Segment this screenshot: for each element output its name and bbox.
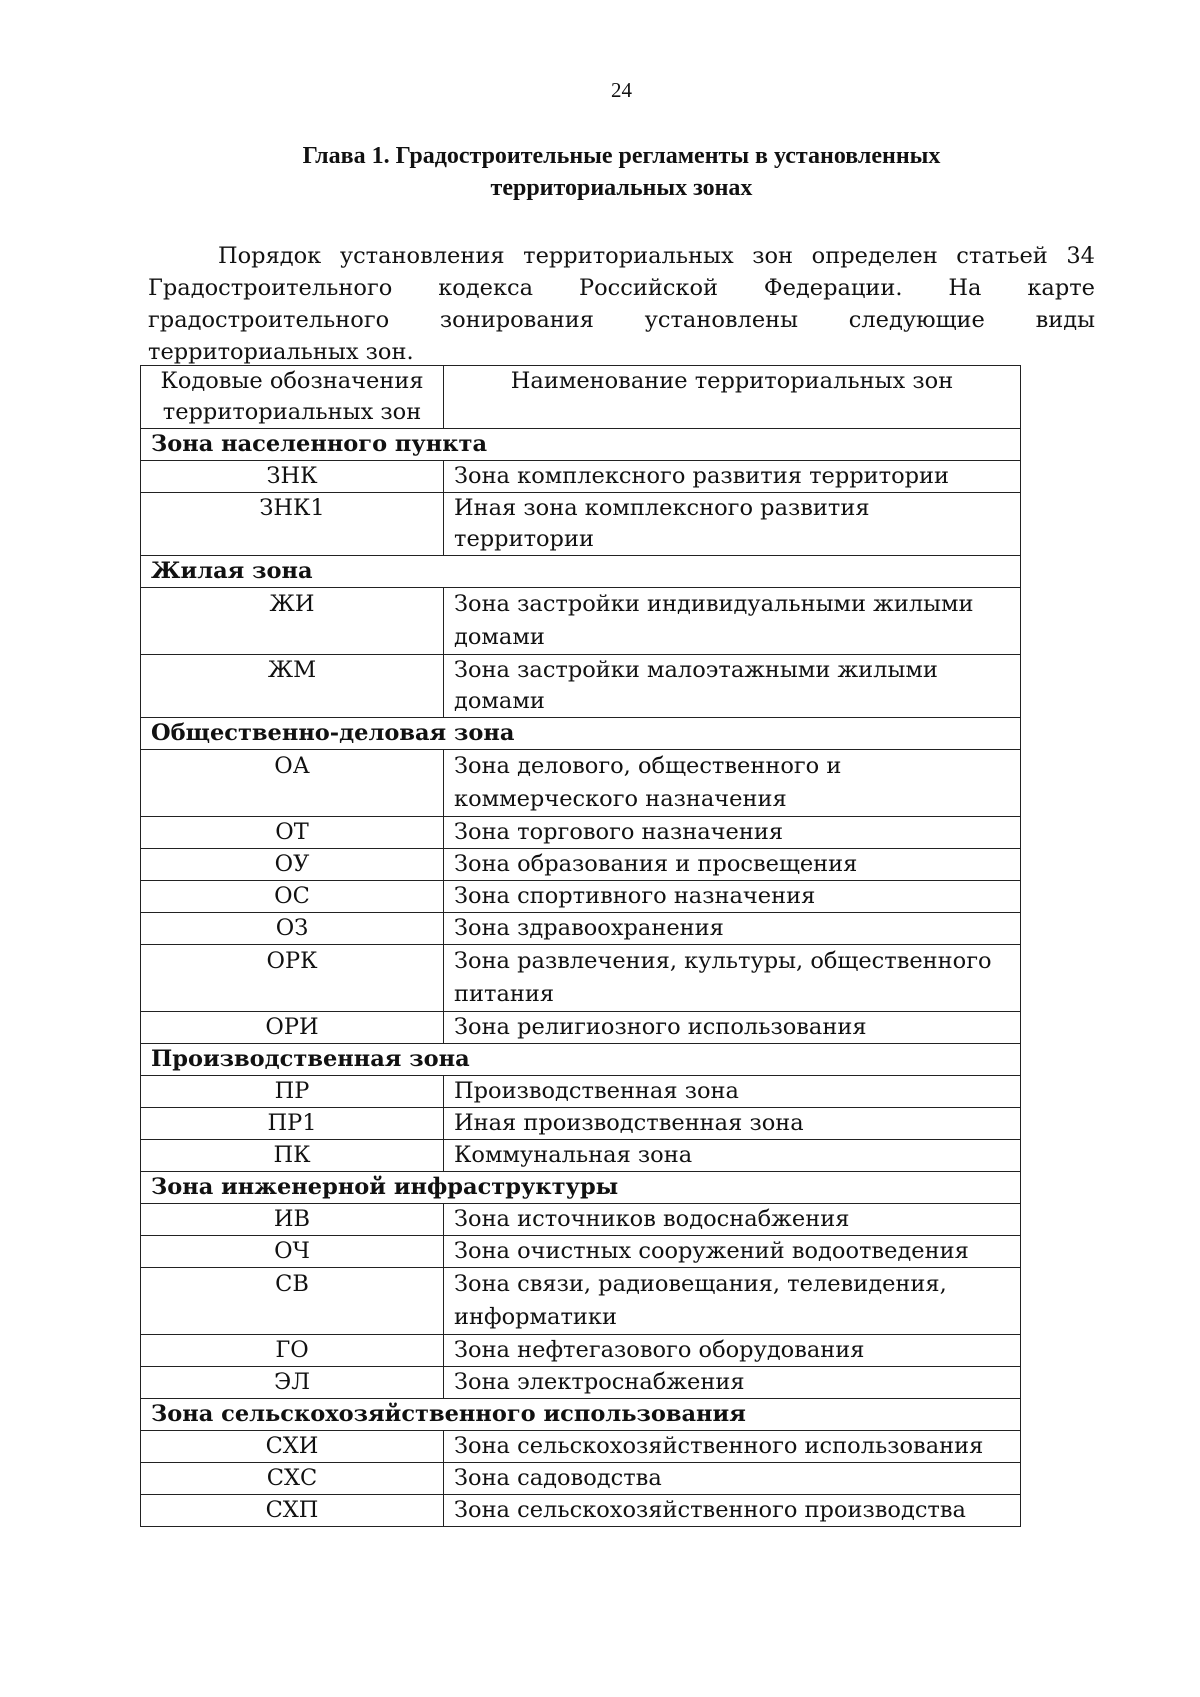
header-code: Кодовые обозначения территориальных зон [141,366,444,429]
table-row [141,945,1021,1012]
table-header-row [141,366,1021,429]
table-row [141,1495,1021,1527]
zone-code: ЖИ [141,588,444,655]
zone-name: Зона сельскохозяйственного производства [444,1495,1021,1527]
table-row [141,461,1021,493]
table-row [141,1140,1021,1172]
zone-name: Зона электроснабжения [444,1367,1021,1399]
zone-name: Зона сельскохозяйственного использования [444,1431,1021,1463]
page-number: 24 [611,78,632,102]
zone-name: Зона источников водоснабжения [444,1204,1021,1236]
zone-code: ОУ [141,849,444,881]
table-row [141,1204,1021,1236]
group-title: Общественно-деловая зона [141,718,1021,750]
table-row [141,1012,1021,1044]
group-title: Жилая зона [141,556,1021,588]
zone-code: ЖМ [141,655,444,718]
chapter-title-line-1: Глава 1. Градостроительные регламенты в установленных [302,143,941,169]
table-row [141,1108,1021,1140]
zone-name: Зона делового, общественного и коммерческого назначения [444,750,1021,817]
group-title: Зона сельскохозяйственного использования [141,1399,1021,1431]
zone-name: Зона комплексного развития территории [444,461,1021,493]
zone-code: ОЧ [141,1236,444,1268]
table-row [141,913,1021,945]
group-row [141,718,1021,750]
group-row [141,556,1021,588]
group-title: Зона населенного пункта [141,429,1021,461]
group-title: Производственная зона [141,1044,1021,1076]
table-row [141,1236,1021,1268]
table-row [141,1431,1021,1463]
zone-name: Зона торгового назначения [444,817,1021,849]
table-row [141,1367,1021,1399]
zone-code: СХП [141,1495,444,1527]
zone-name: Иная производственная зона [444,1108,1021,1140]
table-body [141,429,1021,1527]
zone-name: Зона религиозного использования [444,1012,1021,1044]
group-row [141,1399,1021,1431]
territorial-zones-table [140,365,1021,1527]
header-name: Наименование территориальных зон [444,366,1021,429]
zone-name: Зона здравоохранения [444,913,1021,945]
zone-code: ОТ [141,817,444,849]
zone-name: Зона садоводства [444,1463,1021,1495]
chapter-title-line-2: территориальных зонах [490,175,753,201]
zone-code: ПР [141,1076,444,1108]
zone-code: ПК [141,1140,444,1172]
table-row [141,1076,1021,1108]
zone-name: Зона застройки индивидуальными жилыми домами [444,588,1021,655]
zone-code: ЗНК [141,461,444,493]
zone-code: ОС [141,881,444,913]
zone-name: Производственная зона [444,1076,1021,1108]
table-row [141,881,1021,913]
zone-name: Зона застройки малоэтажными жилыми домами [444,655,1021,718]
intro-paragraph: Порядок установления территориальных зон определен статьей 34 Градостроительного кодекса Российской Федерации. На карте градостроительного зонирования установлены следующие виды территориальных зон. [148,243,1095,365]
zone-code: ПР1 [141,1108,444,1140]
zone-code: СВ [141,1268,444,1335]
zone-code: СХИ [141,1431,444,1463]
zone-code: ОРК [141,945,444,1012]
group-row [141,1044,1021,1076]
zone-name: Зона развлечения, культуры, общественного питания [444,945,1021,1012]
zone-name: Зона очистных сооружений водоотведения [444,1236,1021,1268]
table-row [141,849,1021,881]
table-row [141,1335,1021,1367]
group-row [141,429,1021,461]
zone-name: Зона нефтегазового оборудования [444,1335,1021,1367]
zone-code: ГО [141,1335,444,1367]
zone-code: ЗНК1 [141,493,444,556]
table-row [141,1268,1021,1335]
group-title: Зона инженерной инфраструктуры [141,1172,1021,1204]
table-row [141,1463,1021,1495]
chapter-title [200,140,1043,204]
zone-code: ОЗ [141,913,444,945]
table-row [141,493,1021,556]
table-row [141,588,1021,655]
zone-name: Зона связи, радиовещания, телевидения, информатики [444,1268,1021,1335]
table-row [141,750,1021,817]
table-row [141,655,1021,718]
zone-code: ОРИ [141,1012,444,1044]
group-row [141,1172,1021,1204]
zone-code: ЭЛ [141,1367,444,1399]
zone-name: Коммунальная зона [444,1140,1021,1172]
zone-name: Иная зона комплексного развития территории [444,493,1021,556]
zone-name: Зона образования и просвещения [444,849,1021,881]
table-row [141,817,1021,849]
zone-code: ОА [141,750,444,817]
zone-code: СХС [141,1463,444,1495]
zone-name: Зона спортивного назначения [444,881,1021,913]
zone-code: ИВ [141,1204,444,1236]
